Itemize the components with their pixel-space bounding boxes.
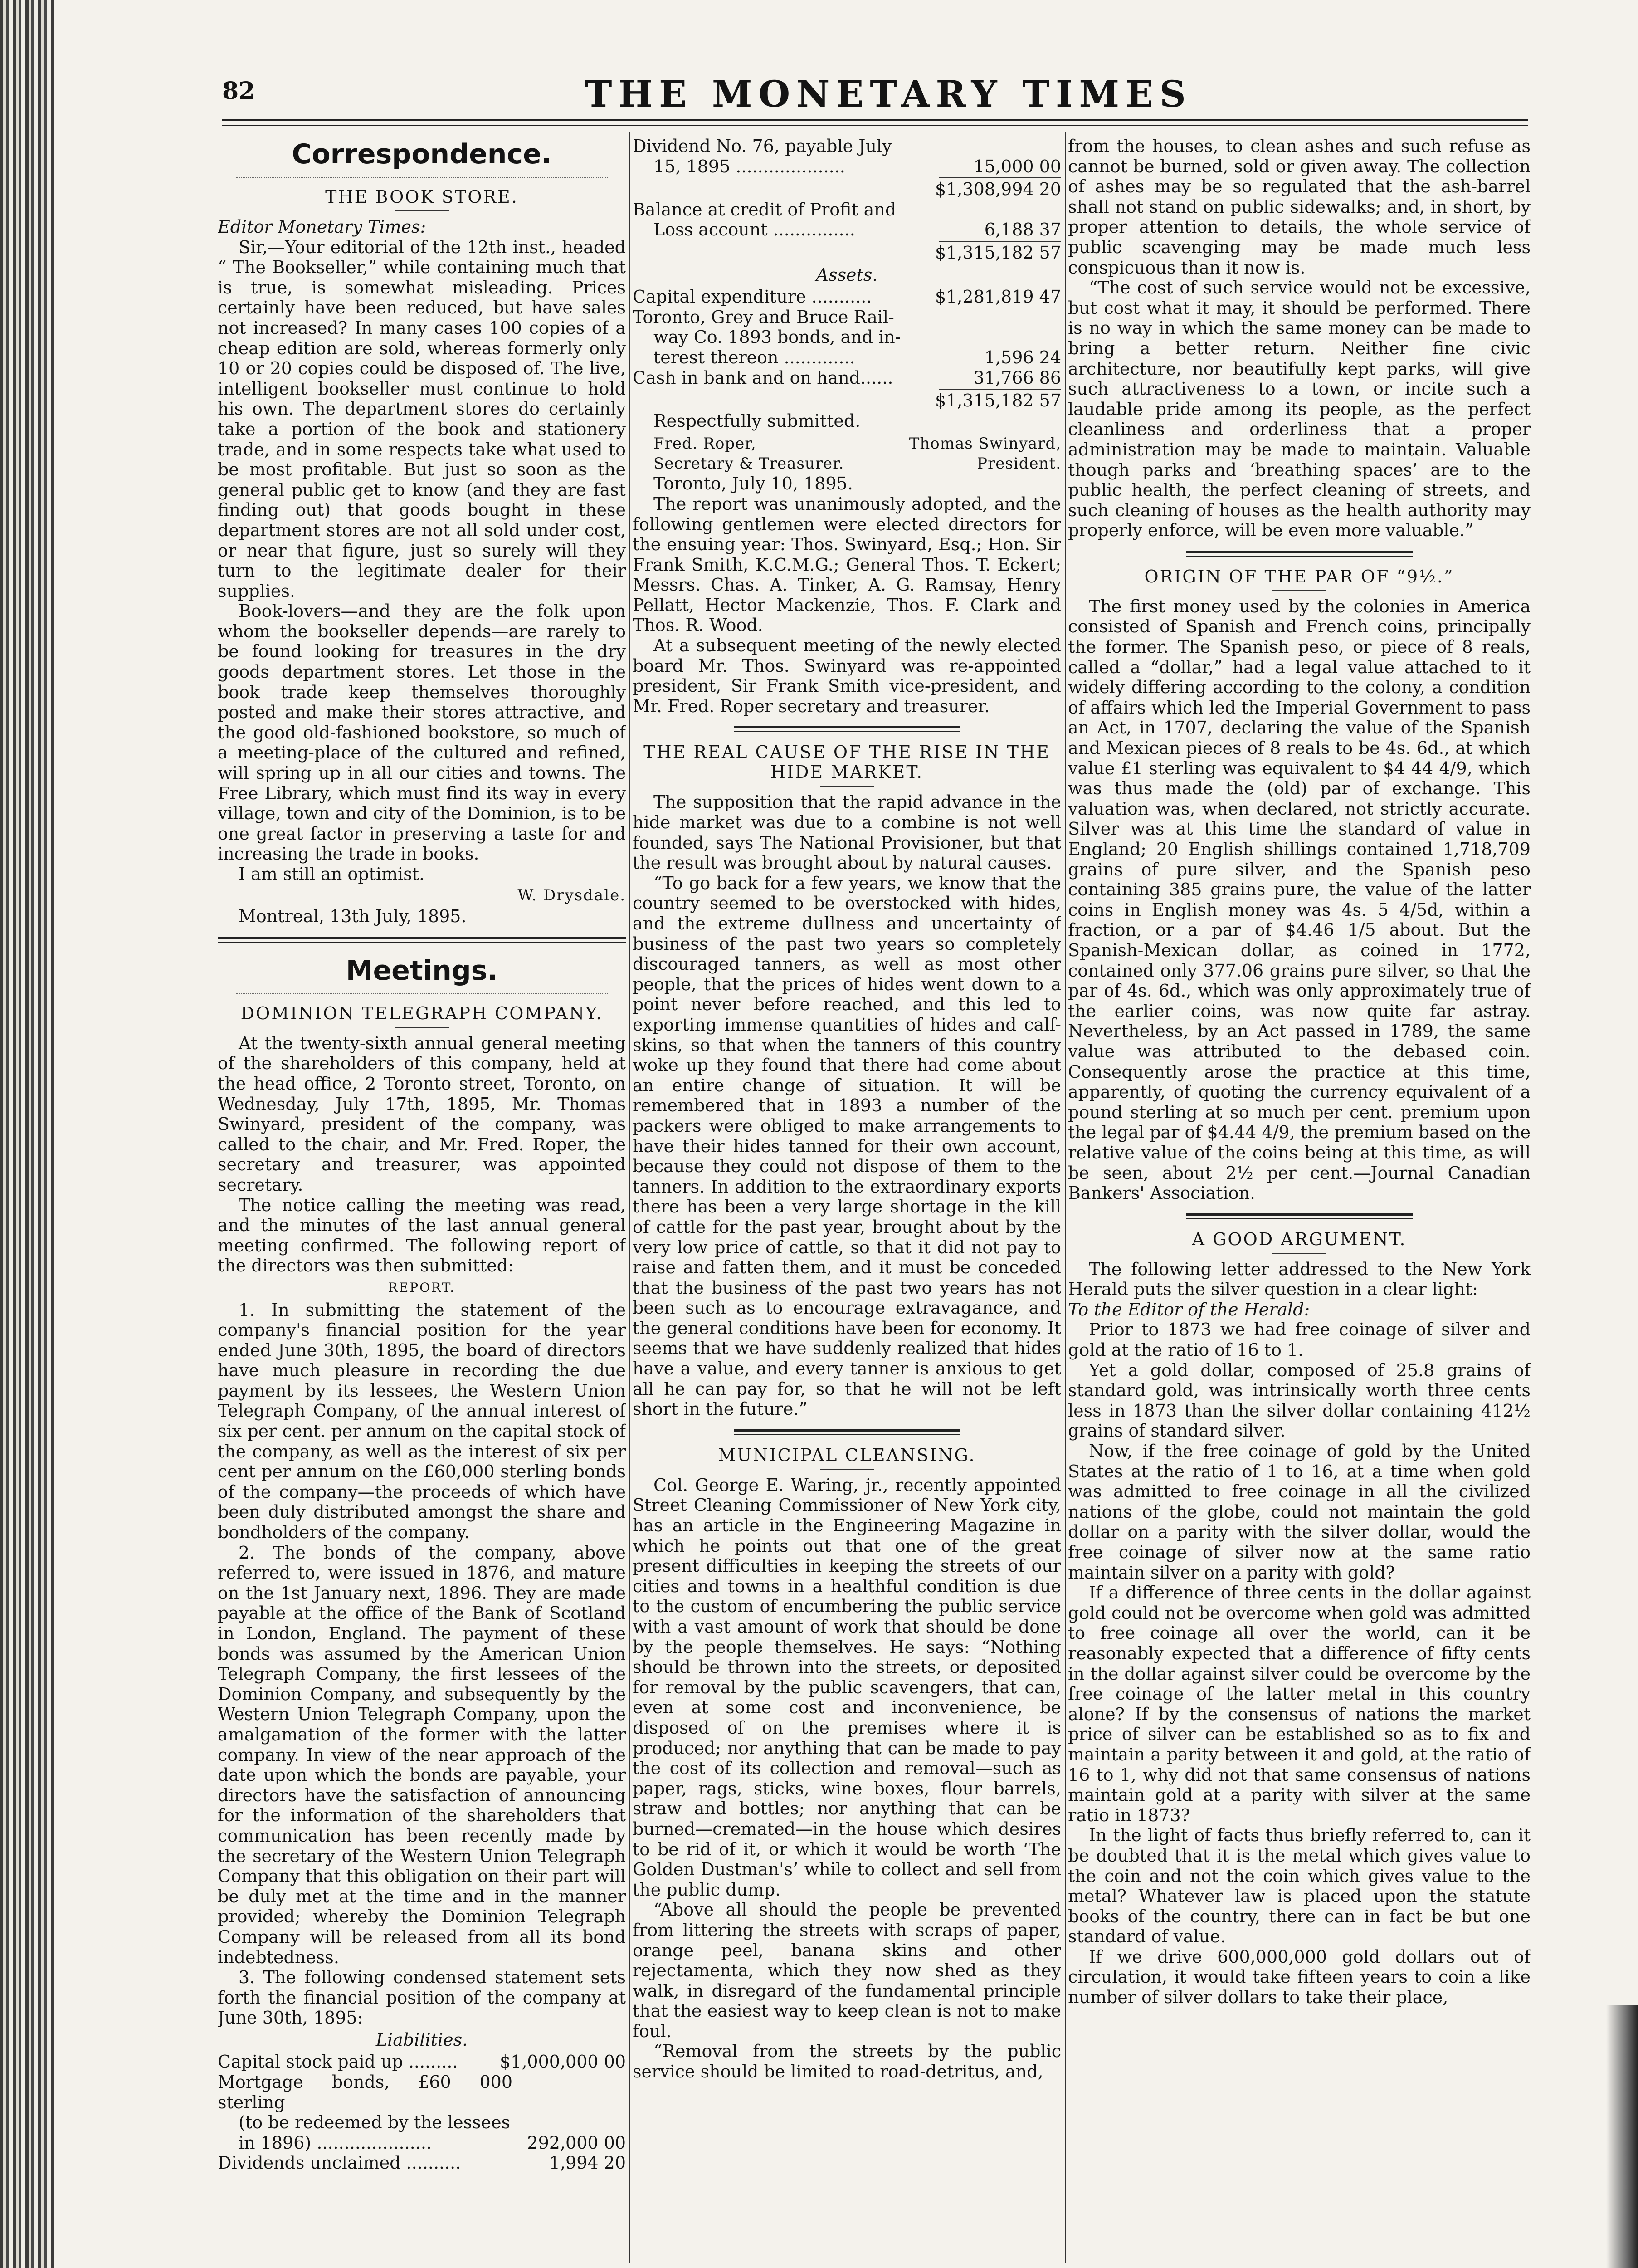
paragraph: “Removal from the streets by the public service should be limited to road-detritus, and, [633,2041,1061,2082]
financial-row: Capital expenditure ........... $1,281,819 47 [633,287,1061,307]
financial-row: 15, 1895 .................... 15,000 00 [653,156,1061,176]
publication-title: THE MONETARY TIMES [585,73,1192,115]
paragraph: The notice calling the meeting was read, and the minutes of the last annual general meeting confirmed. The following report of the directors was then submitted: [218,1195,626,1276]
signatory-name: Fred. Roper, [653,435,756,453]
paragraph: 1. In submitting the statement of the company's financial position for the year ended June 30th, 1895, the board of directors have much pleasure in recording the due payment by its lessees, the Western Union Telegraph Company, of the annual interest of six per cent. per annum on the capital stock of the company, as well as the interest of six per cent per annum on the £60,000 sterling bonds of the company—the proceeds of which have been duly distributed amongst the share and bondholders of the company. [218,1300,626,1543]
section-divider [1186,551,1413,557]
article-title-hide-market: THE REAL CAUSE OF THE RISE IN THE HIDE MARKET. [644,742,1050,782]
sum-rule [939,177,1061,178]
financial-row: Toronto, Grey and Bruce Rail- [633,307,894,327]
masthead [222,73,1583,122]
divider [1272,1253,1326,1254]
paragraph: 3. The following condensed statement sets forth the financial position of the company at June 30th, 1895: [218,1967,626,2028]
divider [395,1027,449,1028]
paragraph: The first money used by the colonies in America consisted of Spanish and French coins, principally the former. The Spanish peso, or piece of 8 reals, called a “dollar,” had a legal value attached to it widely differing according to the colony, a condition of affairs which led the Imperial Government to pass an Act, in 1707, declaring the value of the Spanish and Mexican pieces of 8 reals to be 4s. 6d., at which value £1 sterling was equivalent to $4 44 4/9, which was thus made the (old) par of exchange. This valuation was, when declared, not strictly accurate. Silver was at this time the standard of value in England; 20 English shillings contained 1,718,709 grains of pure silver, and the Spanish peso containing 385 grains pure, the value of the latter coins in English money was 4s. 5 4/5d, within a fraction, or a par of $4.46 1/5 about. But the Spanish-Mexican dollar, as coined in 1772, contained only 377.06 grains pure silver, so that the par of 4s. 6d., which was only approximately true of the earlier coins, was now quite far astray. Nevertheless, by an Act passed in 1789, the same value was attributed to the debased coin. Consequently arose the practice at this time, apparently, of quoting the currency equivalent of a pound sterling at so much per cent. premium upon the legal par of $4.44 4/9, the premium based on the relative value of the coins being at this time, as will be seen, about 2½ per cent.—Journal Canadian Bankers' Association. [1068,596,1531,1203]
section-divider [734,726,960,732]
divider [236,993,608,994]
report-signatures [653,434,1061,474]
financial-row: in 1896) ..................... 292,000 00 [239,2132,626,2153]
signatory-title: President. [977,455,1061,473]
paragraph: “To go back for a few years, we know that the country seemed to be overstocked with hides, and the extreme dullness and uncertainty of business of the past two years so completely discouraged tanners, as well as most other people, that the prices of hides went down to a point never before reached, and this led to exporting immense quantities of hides and calf-skins, so that when the tanners of this country woke up they found that there had come about an entire change of situation. It will be remembered that in 1893 a number of the packers were obliged to make arrangements to have their hides tanned for their own account, because they could not dispose of them to the tanners. In addition to the extraordinary exports there has been a very large shortage in the kill of cattle for the past year, brought about by the very low price of cattle, so that it did not pay to raise and fatten them, and it must be conceded that the business of the past two years has not been such as to encourage extravagance, and the general conditions have been for economy. It seems that we have suddenly realized that hides have a value, and every tanner is anxious to get all he can pay for, so that he will not be left short in the future.” [633,873,1061,1419]
financial-total: $1,315,182 57 [935,242,1061,263]
divider [236,177,608,178]
report-heading: REPORT. [388,1280,456,1295]
paragraph: The report was unanimously adopted, and the following gentlemen were elected directors for the ensuing year: Thos. Swinyard, Esq.; Hon. Sir Frank Smith, K.C.M.G.; General Thos. T. Eckert; Messrs. Chas. A. Tinker, A. G. Ramsay, Henry Pellatt, Hector Mackenzie, Thos. F. Clark and Thos. R. Wood. [633,494,1061,635]
paragraph: Yet a gold dollar, composed of 25.8 grains of standard gold, was intrinsically worth three cents less in 1873 than the silver dollar containing 412½ grains of standard silver. [1068,1360,1531,1441]
section-divider [218,937,626,943]
section-title-correspondence: Correspondence. [292,138,552,170]
paragraph: The following letter addressed to the New York Herald puts the silver question in a clear light: [1068,1259,1531,1300]
financial-row: Dividend No. 76, payable July [633,136,892,156]
signatory-title: Secretary & Treasurer. [653,455,844,473]
paragraph: 2. The bonds of the company, above referred to, were issued in 1876, and mature on the 1st January next, 1896. They are made payable at the office of the Bank of Scotland in London, England. The payment of these bonds was assumed by the American Union Telegraph Company, the first lessees of the Dominion Company, and subsequently by the Western Union Telegraph Company, upon the amalgamation of the former with the latter company. In view of the near approach of the date upon which the bonds are payable, your directors have the satisfaction of announcing for the information of the shareholders that communication has been recently made by the secretary of the Western Union Telegraph Company that this obligation on their part will be duly met at the time and in the manner provided; whereby the Dominion Telegraph Company will be released from all its bond indebtedness. [218,1542,626,1967]
financial-row: Cash in bank and on hand...... 31,766 86 [633,367,1061,388]
financial-row: Loss account ............... 6,188 37 [653,220,1061,240]
financial-total: $1,315,182 57 [935,391,1061,411]
paragraph: If we drive 600,000,000 gold dollars out of circulation, it would take fifteen years to coin a like number of silver dollars to take their place, [1068,1946,1531,2008]
masthead-rule [222,119,1528,121]
article-title-dominion-telegraph: DOMINION TELEGRAPH COMPANY. [240,1003,603,1023]
column-divider-1 [629,132,630,2263]
financial-row: (to be redeemed by the lessees [239,2112,511,2133]
paragraph: I am still an optimist. [239,864,425,884]
salutation: Editor Monetary Times: [218,217,426,237]
paragraph: Sir,—Your editorial of the 12th inst., headed “ The Bookseller,” while containing much that is true, is somewhat misleading. Prices certainly have been reduced, but have sales not increased? In many cases 100 copies of a cheap edition are sold, whereas formerly only 10 or 20 copies could be disposed of. The live, intelligent bookseller must continue to hold his own. The department stores do certainly take a portion of the book and stationery trade, and in some respects take what used to be most profitable. But just so soon as the general public get to know (and they are fast finding out) that goods bought in these department stores are not all sold under cost, or near that figure, just so surely will they turn to the legitimate dealer for their supplies. [218,237,626,601]
paragraph: Col. George E. Waring, jr., recently appointed Street Cleaning Commissioner of New York city, has an article in the Engineering Magazine in which he points out that one of the great present difficulties in keeping the streets of our cities and towns in a healthful condition is due to the custom of encumbering the public service with a vast amount of work that should be done by the people themselves. He says: “Nothing should be thrown into the streets, or deposited for removal by the public scavengers, that can, even at some cost and inconvenience, be disposed of on the premises where it is produced; nor anything that can be made to pay the cost of its collection and removal—such as paper, rags, sticks, wine boxes, flour barrels, straw and bottles; nor anything that can be burned—cremated—in the house which desires to be rid of it, or which it would be worth ‘The Golden Dustman's’ while to collect and sell from the public dump. [633,1475,1061,1900]
section-divider [734,1429,960,1435]
page-number: 82 [222,77,255,105]
paragraph: “The cost of such service would not be excessive, but cost what it may, it should be performed. There is no way in which the same money can be made to bring a better return. Neither fine civic architecture, nor beautifully kept parks, will give such attractiveness to a town, or incite such a laudable pride among its people, as the perfect cleanliness and orderliness that a proper administration may be made to maintain. Valuable though parks and ‘breathing spaces’ are to the public health, the perfect cleaning of streets, and such cleaning of houses as the health authority may properly enforce, will be even more valuable.” [1068,278,1531,541]
book-binding-edge [0,0,54,2268]
signatory-name: Thomas Swinyard, [909,435,1061,453]
sum-rule [939,389,1061,390]
paragraph: At the twenty-sixth annual general meeting of the shareholders of this company, held at the head office, 2 Toronto street, Toronto, on Wednesday, July 17th, 1895, Mr. Thomas Swinyard, president of the company, was called to the chair, and Mr. Fred. Roper, the secretary and treasurer, was appointed secretary. [218,1033,626,1195]
divider [1272,590,1326,591]
paragraph: “Above all should the people be prevented from littering the streets with scraps of paper, orange peel, banana skins and other rejectamenta, which they now shed as they walk, in disregard of the fundamental principle that the easiest way to keep clean is not to make foul. [633,1900,1061,2041]
section-title-meetings: Meetings. [346,954,498,987]
financial-total: $1,308,994 20 [935,179,1061,200]
column-2 [633,136,1061,2268]
divider [395,210,449,211]
letter-place-date: Montreal, 13th July, 1895. [239,906,467,927]
salutation: To the Editor of the Herald: [1068,1299,1310,1320]
paragraph: Prior to 1873 we had free coinage of silver and gold at the ratio of 16 to 1. [1068,1320,1531,1360]
paragraph: In the light of facts thus briefly referred to, can it be doubted that it is the metal which gives value to the coin and not the coin which gives value to the metal? Whatever law is placed upon the statute books of the country, there can in fact be but one standard of value. [1068,1825,1531,1947]
financial-row: Balance at credit of Profit and [633,199,897,220]
liabilities-heading: Liabilities. [375,2029,468,2050]
financial-row: Mortgage bonds, £60 000 sterling [218,2072,512,2112]
page-edge-shadow [1606,2005,1638,2268]
paragraph: The supposition that the rapid advance in the hide market was due to a combine is not well founded, says The National Provisioner, but that the result was brought about by natural causes. [633,792,1061,873]
article-title-par-origin: ORIGIN OF THE PAR OF “9½.” [1144,566,1454,587]
financial-row: Dividends unclaimed .......... 1,994 20 [218,2153,626,2173]
paragraph: If a difference of three cents in the dollar against gold could not be overcome when gold was admitted to free coinage all over the world, can it be reasonably expected that a difference of fifty cents in the dollar against silver could be overcome by the free coinage of the latter metal in this country alone? If by the consensus of nations the market price of silver can be established so as to fix and maintain a parity between it and gold, at the ratio of 16 to 1, why did not that same consensus of nations maintain gold at a parity with silver at the same ratio in 1873? [1068,1583,1531,1825]
report-date: Toronto, July 10, 1895. [653,474,853,494]
paragraph: from the houses, to clean ashes and such refuse as cannot be burned, sold or given away. The collection of ashes may be so regulated that the ash-barrel shall not stand on public sidewalks; and, in short, by proper attention to details, the whole service of public scavenging may be made much less conspicuous than it now is. [1068,136,1531,278]
paragraph: Book-lovers—and they are the folk upon whom the bookseller depends—are rarely to be found looking for treasures in the dry goods department stores. Let those in the book trade keep themselves thoroughly posted and make their stores attractive, and the good old-fashioned bookstore, so much of a meeting-place of the cultured and refined, will spring up in all our cities and towns. The Free Library, which must find its way in every village, town and city of the Dominion, is to be one great factor in preserving a taste for and increasing the trade in books. [218,601,626,864]
financial-row: Capital stock paid up ......... $1,000,000 00 [218,2052,626,2072]
paragraph: At a subsequent meeting of the newly elected board Mr. Thos. Swinyard was re-appointed president, Sir Frank Smith vice-president, and Mr. Fred. Roper secretary and treasurer. [633,635,1061,716]
sum-rule [939,241,1061,242]
paragraph: Respectfully submitted. [653,411,861,431]
letter-signature: W. Drysdale. [517,886,626,904]
divider [820,786,874,787]
column-1 [218,136,626,2268]
financial-row: way Co. 1893 bonds, and in- [653,327,901,347]
divider [820,1469,874,1470]
paragraph: Now, if the free coinage of gold by the United States at the ratio of 1 to 16, at a time when gold was admitted to free coinage in all the civilized nations of the globe, could not maintain the gold dollar on a parity with the silver dollar, would the free coinage of silver now at the same ratio maintain silver on a parity with gold? [1068,1441,1531,1583]
article-title-book-store: THE BOOK STORE. [325,187,518,207]
masthead-rule-thin [222,125,1528,126]
assets-heading: Assets. [816,264,878,285]
section-divider [1186,1213,1413,1219]
column-divider-2 [1065,132,1066,2263]
article-title-municipal-cleansing: MUNICIPAL CLEANSING. [718,1445,976,1465]
financial-row: terest thereon ............. 1,596 24 [653,347,1061,367]
article-title-good-argument: A GOOD ARGUMENT. [1192,1229,1407,1249]
column-3 [1068,136,1531,2268]
